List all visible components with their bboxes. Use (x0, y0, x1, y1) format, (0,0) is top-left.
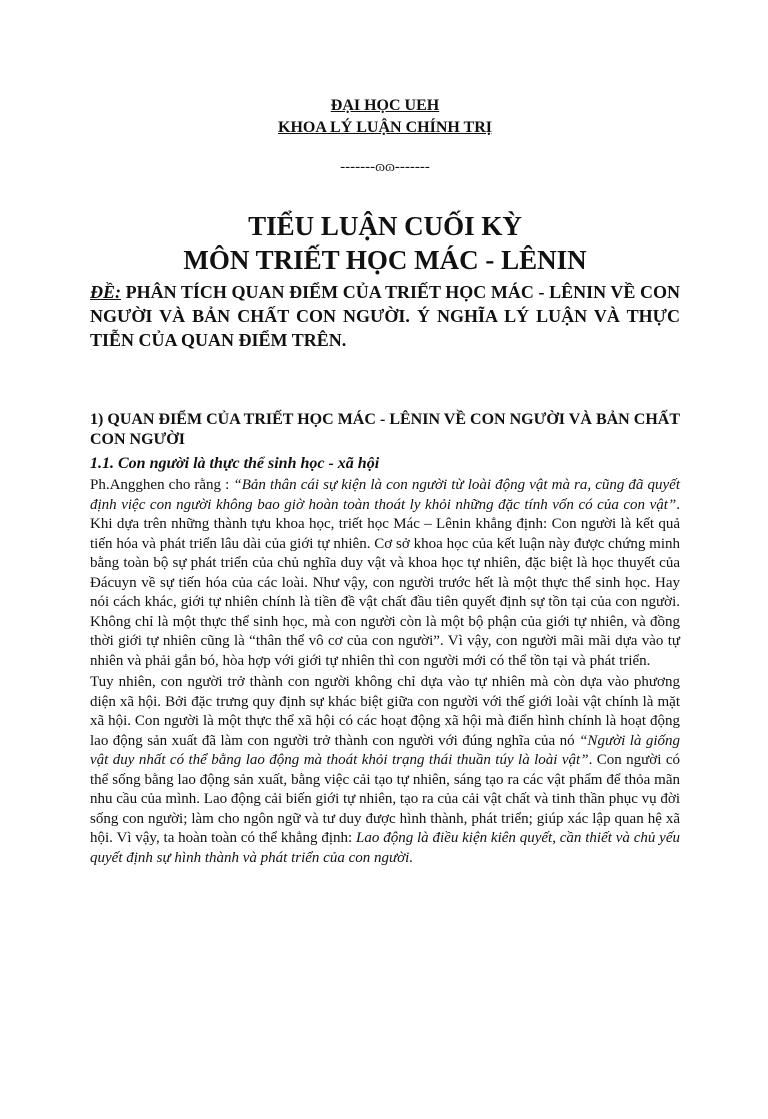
university-name: ĐẠI HỌC UEH (330, 97, 440, 114)
faculty-name: KHOA LÝ LUẬN CHÍNH TRỊ (278, 119, 492, 136)
labor-quote: “Người là giống vật duy nhất có thể bằng lao động mà thoát khỏi trạng thái thuần túy là loài vật” (90, 732, 680, 768)
paragraph-2 (90, 673, 680, 868)
topic-label: ĐỀ: (90, 282, 121, 302)
paragraph-1-text-a: Ph.Angghen cho rằng : (90, 477, 234, 493)
paragraph-2-text-b: . Con người có thể sống bằng lao động sản xuất, bằng việc cải tạo tự nhiên, sáng tạo ra các vật phẩm để thỏa mãn nhu cầu của mình. Lao động cải biến giới tự nhiên, tạo ra của cải vật chất và tinh thần phục vụ đời sống con người; làm cho ngôn ngữ và tư duy được hình thành, phát triển; giúp xác lập quan hệ xã hội. Vì vậy, ta hoàn toàn có thể khẳng định: (90, 752, 680, 846)
document-page (0, 95, 768, 1119)
subsection-heading: 1.1. Con người là thực thể sinh học - xã hội (90, 455, 380, 472)
engels-quote: “Bản thân cái sự kiện là con người từ loài động vật mà ra, cũng đã quyết định việc con người không bao giờ hoàn toàn thoát ly khỏi những đặc tính vốn có của con vật” (90, 477, 681, 513)
course-title: MÔN TRIẾT HỌC MÁC - LÊNIN (183, 245, 587, 275)
paragraph-1 (90, 476, 680, 671)
topic-text: PHÂN TÍCH QUAN ĐIỂM CỦA TRIẾT HỌC MÁC - LÊNIN VỀ CON NGƯỜI VÀ BẢN CHẤT CON NGƯỜI. Ý NGHĨA LÝ LUẬN VÀ THỰC TIỄN CỦA QUAN ĐIỂM TRÊN. (90, 282, 680, 350)
section-heading: 1) QUAN ĐIỂM CỦA TRIẾT HỌC MÁC - LÊNIN VỀ CON NGƯỜI VÀ BẢN CHẤT CON NGƯỜI (90, 411, 680, 448)
ornament-separator: -------ɷɷ------- (340, 159, 430, 175)
essay-title: TIỂU LUẬN CUỐI KỲ (248, 211, 522, 241)
conclusion-statement: Lao động là điều kiện kiên quyết, cần thiết và chủ yếu quyết định sự hình thành và phát triển của con người. (90, 830, 680, 866)
paragraph-1-text-b: . Khi dựa trên những thành tựu khoa học, triết học Mác – Lênin khẳng định: Con người là kết quả tiến hóa và phát triển lâu dài của giới tự nhiên. Cơ sở khoa học của kết luận này được chứng minh bằng toàn bộ sự phát triển của chủ nghĩa duy vật và khoa học tự nhiên, đặc biệt là học thuyết của Đácuyn về sự tiến hóa của các loài. Như vậy, con người trước hết là một thực thể sinh học. Hay nói cách khác, giới tự nhiên chính là tiền đề vật chất đầu tiên quyết định sự tồn tại của con người. Không chỉ là một thực thể sinh học, mà con người còn là một bộ phận của giới tự nhiên, và đồng thời giới tự nhiên cũng là “thân thể vô cơ của con người”. Vì vậy, con người mãi mãi dựa vào tự nhiên và phải gắn bó, hòa hợp với giới tự nhiên thì con người mới có thể tồn tại và phát triển. (90, 496, 680, 669)
essay-topic (90, 280, 680, 352)
paragraph-2-text-a: Tuy nhiên, con người trở thành con người không chỉ dựa vào tự nhiên mà còn dựa vào phương diện xã hội. Bởi đặc trưng quy định sự khác biệt giữa con người với thế giới loài vật chính là mặt xã hội. Con người là một thực thể xã hội có các hoạt động xã hội mà điển hình chính là hoạt động lao động sản xuất đã làm con người trở thành con người với đúng nghĩa của nó (90, 674, 680, 749)
